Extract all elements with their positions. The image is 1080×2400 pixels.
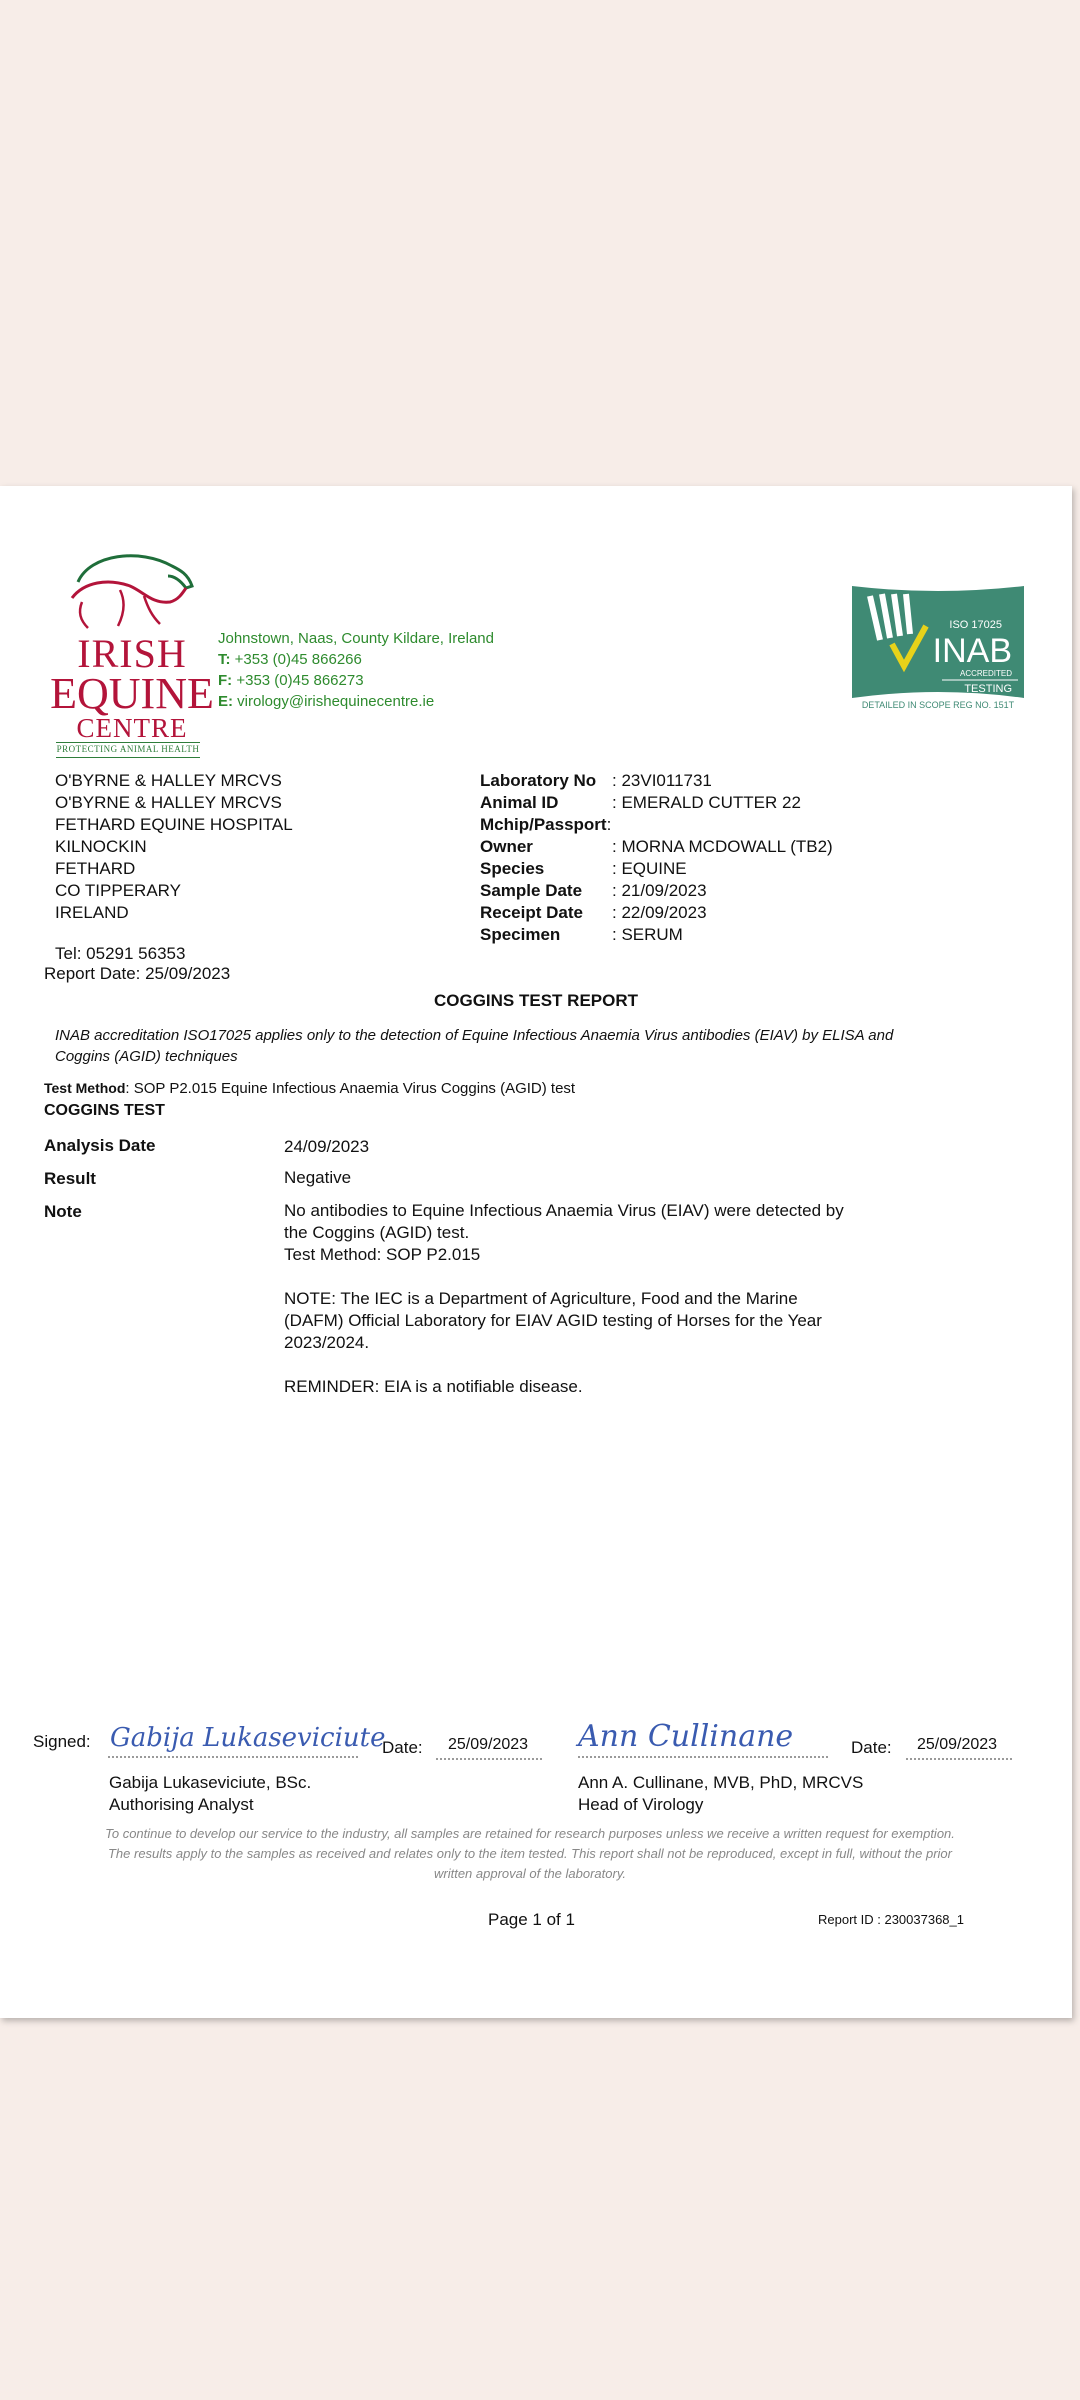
info-row: Specimen : SERUM (480, 925, 683, 944)
signed-date: 25/09/2023 (448, 1736, 529, 1753)
signed-date: 25/09/2023 (917, 1736, 998, 1753)
recipient-tel: Tel: 05291 56353 (55, 944, 186, 963)
lab-address: Johnstown, Naas, County Kildare, Ireland (218, 630, 494, 647)
info-row: Owner : MORNA MCDOWALL (TB2) (480, 837, 833, 856)
inab-accredited: ACCREDITED (959, 669, 1012, 678)
disclaimer (90, 1824, 970, 1884)
date-line (906, 1758, 1012, 1760)
page-number: Page 1 of 1 (488, 1910, 575, 1929)
info-row: Laboratory No : 23VI011731 (480, 771, 712, 790)
address-line: FETHARD EQUINE HOSPITAL (55, 815, 293, 834)
disclaimer-line: To continue to develop our service to the industry, all samples are retained for research purposes unless we receive a written request for exemption. (105, 1826, 955, 1841)
note-paragraph: No antibodies to Equine Infectious Anaemia Virus (EIAV) were detected by the Coggins (AGID) test. Test Method: SOP P2.015 (284, 1201, 844, 1264)
inab-standard: ISO 17025 (949, 619, 1002, 631)
address-line: KILNOCKIN (55, 837, 147, 856)
note-paragraph: NOTE: The IEC is a Department of Agriculture, Food and the Marine (DAFM) Official Laboratory for EIAV AGID testing of Horses for the Year 2023/2024. (284, 1289, 822, 1352)
lab-phone: T: +353 (0)45 866266 (218, 651, 362, 668)
date-label: Date: (382, 1738, 423, 1757)
analysis-date-label: Analysis Date (44, 1136, 156, 1155)
address-line: O'BYRNE & HALLEY MRCVS (55, 771, 282, 790)
recipient-address (55, 770, 293, 924)
inab-testing: TESTING (964, 683, 1012, 695)
address-line: FETHARD (55, 859, 136, 878)
logo-equine: EQUINE (50, 669, 214, 718)
result-label: Result (44, 1169, 96, 1188)
logo-centre: CENTRE (76, 713, 188, 743)
note-paragraph: REMINDER: EIA is a notifiable disease. (284, 1377, 583, 1396)
logo-divider (56, 742, 200, 743)
report-title: COGGINS TEST REPORT (433, 991, 639, 1010)
report-page (0, 486, 1072, 2018)
signed-label: Signed: (33, 1732, 91, 1751)
svg-text:Gabija Lukaseviciute: Gabija Lukaseviciute (110, 1723, 386, 1753)
analysis-date-value: 24/09/2023 (284, 1137, 370, 1156)
info-row: Mchip/Passport : (480, 815, 612, 834)
result-value: Negative (284, 1168, 352, 1187)
lab-email[interactable]: E: virology@irishequinecentre.ie (218, 693, 435, 710)
svg-text:Ann Cullinane: Ann Cullinane (578, 1719, 794, 1754)
disclaimer-line: The results apply to the samples as received and relates only to the item tested. This report shall not be reproduced, except in full, without the prior written approval of the laboratory. (107, 1846, 952, 1881)
lab-contact (218, 628, 494, 712)
info-row: Sample Date : 21/09/2023 (480, 881, 707, 900)
address-line: CO TIPPERARY (55, 881, 181, 900)
signature-line (108, 1756, 358, 1758)
signer-name: Ann A. Cullinane, MVB, PhD, MRCVS (578, 1773, 864, 1792)
signer-role: Authorising Analyst (109, 1795, 254, 1814)
signer-role: Head of Virology (578, 1795, 704, 1814)
logo-irish: IRISH (77, 631, 187, 676)
signature-line (578, 1756, 828, 1758)
sample-info (480, 770, 833, 946)
info-row: Animal ID : EMERALD CUTTER 22 (480, 793, 801, 812)
report-date: Report Date: 25/09/2023 (44, 964, 231, 983)
info-row: Species : EQUINE (480, 859, 687, 878)
date-label: Date: (851, 1738, 892, 1757)
signer-name: Gabija Lukaseviciute, BSc. (109, 1773, 312, 1792)
signer-analyst (109, 1772, 311, 1816)
address-line: IRELAND (55, 903, 129, 922)
inab-note: INAB accreditation ISO17025 applies only to the detection of Equine Infectious Anaemia Virus antibodies (EIAV) by ELISA and Coggins (AGID) techniques (55, 1027, 894, 1065)
logo-tagline: PROTECTING ANIMAL HEALTH (56, 744, 200, 754)
signer-head-virology (578, 1772, 863, 1816)
inab-scope: DETAILED IN SCOPE REG NO. 151T (861, 700, 1015, 710)
horse-logo-icon (60, 542, 200, 632)
logo-divider (56, 757, 200, 758)
inab-brand: INAB (932, 632, 1012, 670)
lab-fax: F: +353 (0)45 866273 (218, 672, 364, 689)
section-heading: COGGINS TEST (44, 1102, 165, 1119)
report-id: Report ID : 230037368_1 (818, 1912, 964, 1927)
info-row: Receipt Date : 22/09/2023 (480, 903, 707, 922)
test-method: Test Method: SOP P2.015 Equine Infectious Anaemia Virus Coggins (AGID) test (44, 1080, 576, 1097)
note-text (284, 1200, 844, 1420)
note-label: Note (44, 1202, 82, 1221)
date-line (436, 1758, 542, 1760)
inab-accreditation-badge (852, 586, 1024, 710)
address-line: O'BYRNE & HALLEY MRCVS (55, 793, 282, 812)
